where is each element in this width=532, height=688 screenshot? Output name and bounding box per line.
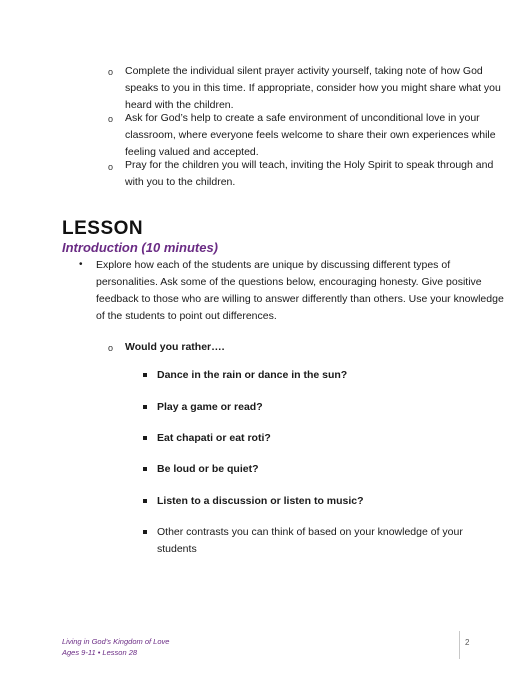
option-item: Play a game or read? [157, 401, 263, 413]
list-item-line: speaks to you in this time. If appropriate, consider how you might share what you [125, 82, 501, 94]
option-item: Eat chapati or eat roti? [157, 432, 271, 444]
square-bullet-icon [143, 405, 147, 409]
list-item-line: Ask for God’s help to create a safe environment of unconditional love in your [125, 112, 480, 124]
footer-subtitle: Ages 9-11 • Lesson 28 [62, 648, 138, 657]
square-bullet-icon [143, 373, 147, 377]
list-item-line: heard with the children. [125, 99, 234, 111]
footer-divider [459, 631, 460, 659]
paragraph-line: personalities. Ask some of the questions below, encouraging honesty. Give positive [96, 276, 482, 288]
list-bullet: o [108, 162, 114, 172]
paragraph-line: feedback to those who are willing to answer differently than others. Use your knowledge [96, 293, 504, 305]
list-item-line: feeling valued and accepted. [125, 146, 259, 158]
option-item: Be loud or be quiet? [157, 463, 259, 475]
paragraph-line: Explore how each of the students are unique by discussing different types of [96, 259, 451, 271]
page-number: 2 [465, 638, 470, 647]
option-item-line: Other contrasts you can think of based on your knowledge of your [157, 526, 463, 538]
list-bullet: o [108, 343, 114, 353]
square-bullet-icon [143, 530, 147, 534]
square-bullet-icon [143, 467, 147, 471]
list-bullet: o [108, 67, 114, 77]
option-item: Listen to a discussion or listen to music? [157, 495, 364, 507]
lesson-heading: LESSON [62, 218, 144, 239]
would-you-rather-label: Would you rather…. [125, 341, 225, 353]
list-item-line: Pray for the children you will teach, inviting the Holy Spirit to speak through and [125, 159, 494, 171]
paragraph-line: of the students to point out differences. [96, 310, 277, 322]
list-item-line: with you to the children. [125, 176, 236, 188]
intro-heading: Introduction (10 minutes) [62, 240, 218, 255]
list-bullet: o [108, 114, 114, 124]
square-bullet-icon [143, 499, 147, 503]
list-item-line: classroom, where everyone feels welcome to share their own experiences while [125, 129, 496, 141]
option-item-line: students [157, 543, 197, 555]
option-item: Dance in the rain or dance in the sun? [157, 369, 348, 381]
list-item-line: Complete the individual silent prayer activity yourself, taking note of how God [125, 65, 483, 77]
list-bullet: • [79, 259, 83, 270]
footer-title: Living in God’s Kingdom of Love [62, 637, 170, 646]
square-bullet-icon [143, 436, 147, 440]
